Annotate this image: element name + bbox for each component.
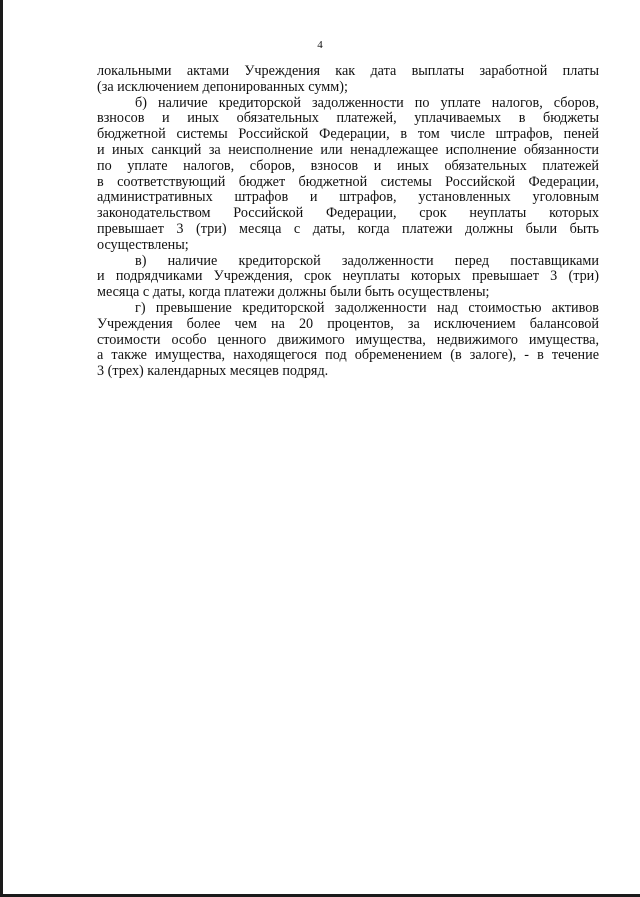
text-line: по уплате налогов, сборов, взносов и иных обязательных платежей [97, 157, 599, 174]
text-line: административных штрафов и штрафов, установленных уголовным [97, 189, 599, 206]
text-line: стоимости особо ценного движимого имущества, недвижимого имущества, [97, 331, 599, 348]
text-line: взносов и иных обязательных платежей, уплачиваемых в бюджеты [97, 110, 599, 127]
text-line: а также имущества, находящегося под обременением (в залоге), - в течение [97, 347, 599, 364]
paragraph-g-first-line: г) превышение кредиторской задолженности над стоимостью активов [135, 299, 599, 316]
page-number: 4 [317, 39, 323, 51]
text-line: осуществлены; [97, 236, 189, 253]
text-line: (за исключением депонированных сумм); [97, 78, 348, 95]
text-line: Учреждения более чем на 20 процентов, за исключением балансовой [97, 315, 599, 332]
scan-edge-left [0, 0, 3, 897]
paragraph-v-first-line: в) наличие кредиторской задолженности перед поставщиками [135, 252, 599, 269]
text-line: бюджетной системы Российской Федерации, в том числе штрафов, пеней [97, 126, 599, 143]
document-body [97, 64, 599, 380]
text-line: в соответствующий бюджет бюджетной системы Российской Федерации, [97, 173, 599, 190]
text-line: законодательством Российской Федерации, срок неуплаты которых [97, 205, 599, 222]
text-line: локальными актами Учреждения как дата выплаты заработной платы [97, 63, 599, 79]
text-line: и подрядчиками Учреждения, срок неуплаты которых превышает 3 (три) [97, 268, 599, 285]
text-line: и иных санкций за неисполнение или ненадлежащее исполнение обязанности [97, 141, 599, 158]
text-line: 3 (трех) календарных месяцев подряд. [97, 363, 329, 380]
text-line: месяца с даты, когда платежи должны были быть осуществлены; [97, 284, 490, 301]
text-line: превышает 3 (три) месяца с даты, когда платежи должны были быть [97, 220, 599, 237]
paragraph-b-first-line: б) наличие кредиторской задолженности по уплате налогов, сборов, [135, 94, 599, 111]
